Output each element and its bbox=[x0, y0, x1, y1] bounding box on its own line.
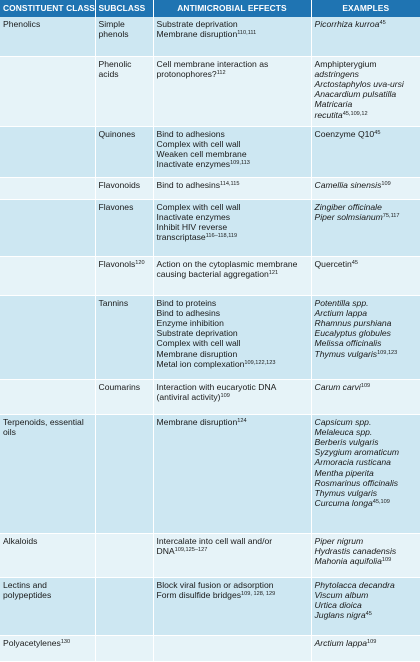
fx-line bbox=[157, 318, 308, 328]
fx-line bbox=[157, 392, 308, 402]
sub-line bbox=[99, 69, 150, 79]
ex-text: Anacardium pulsatilla bbox=[314, 89, 397, 100]
ex-text: Carum carvi bbox=[314, 381, 361, 392]
constituent-class-cell bbox=[0, 414, 95, 533]
sub-line bbox=[99, 382, 150, 392]
fx-line bbox=[157, 129, 308, 139]
subclass-cell bbox=[95, 199, 153, 256]
fx-line bbox=[157, 29, 308, 39]
cls-text: Alkaloids bbox=[3, 535, 38, 546]
constituent-class-cell bbox=[0, 199, 95, 256]
ex-line bbox=[315, 308, 418, 318]
ex-line bbox=[315, 638, 418, 648]
table-row bbox=[0, 577, 420, 635]
fx-text: transcriptase bbox=[156, 232, 206, 243]
antimicrobial-effects-cell bbox=[153, 577, 311, 635]
reference-superscript: 130 bbox=[60, 638, 71, 645]
sub-text: Tannins bbox=[98, 297, 129, 308]
constituent-class-cell bbox=[0, 533, 95, 577]
fx-line bbox=[157, 19, 308, 29]
sub-line bbox=[99, 259, 150, 269]
sub-line bbox=[99, 19, 150, 29]
fx-text: Cell membrane interaction as bbox=[156, 58, 269, 69]
reference-superscript: 45 bbox=[351, 259, 358, 266]
reference-superscript: 120 bbox=[135, 259, 145, 266]
cls-line bbox=[3, 638, 92, 648]
ex-text: Piper nigrum bbox=[314, 535, 364, 546]
reference-superscript: 109 bbox=[360, 382, 371, 389]
subclass-cell bbox=[95, 17, 153, 56]
table-row bbox=[0, 295, 420, 379]
reference-superscript: 109,122,123 bbox=[244, 359, 276, 366]
ex-text: Arctostaphylos uva-ursi bbox=[314, 78, 404, 89]
constituent-class-cell bbox=[0, 17, 95, 56]
constituent-class-cell bbox=[0, 577, 95, 635]
table-row bbox=[0, 177, 420, 199]
ex-text: Potentilla spp. bbox=[314, 297, 369, 308]
reference-superscript: 75,117 bbox=[382, 212, 400, 219]
examples-cell bbox=[311, 256, 420, 295]
ex-text: Thymus vulgaris bbox=[314, 487, 378, 498]
ex-line bbox=[315, 79, 418, 89]
reference-superscript: 45 bbox=[365, 611, 372, 618]
reference-superscript: 109, 128, 129 bbox=[241, 590, 276, 597]
sub-line bbox=[99, 298, 150, 308]
fx-text: Complex with cell wall bbox=[156, 201, 241, 212]
ex-line bbox=[315, 318, 418, 328]
sub-text: Flavonols bbox=[98, 258, 136, 269]
constituent-class-cell bbox=[0, 126, 95, 177]
ex-line bbox=[315, 478, 418, 488]
fx-text: Form disulfide bridges bbox=[156, 589, 242, 600]
fx-text: Bind to adhesins bbox=[156, 307, 221, 318]
reference-superscript: 109,125–127 bbox=[174, 546, 208, 553]
examples-cell bbox=[311, 533, 420, 577]
subclass-cell bbox=[95, 295, 153, 379]
fx-text: Membrane disruption bbox=[156, 348, 238, 359]
ex-text: Arctium lappa bbox=[314, 637, 368, 648]
fx-line bbox=[157, 328, 308, 338]
table-row bbox=[0, 126, 420, 177]
fx-text: causing bacterial aggregation bbox=[156, 268, 269, 279]
antimicrobial-effects-cell bbox=[153, 199, 311, 256]
ex-line bbox=[315, 212, 418, 222]
ex-text: Quercetin bbox=[314, 258, 352, 269]
reference-superscript: 112 bbox=[216, 69, 226, 76]
fx-line bbox=[157, 382, 308, 392]
header-constituent-class: CONSTITUENT CLASS bbox=[0, 0, 95, 17]
cls-line bbox=[3, 417, 92, 427]
examples-cell bbox=[311, 56, 420, 126]
sub-text: Quinones bbox=[98, 128, 136, 139]
fx-line bbox=[157, 338, 308, 348]
ex-line bbox=[315, 328, 418, 338]
ex-text: Picorrhiza kurroa bbox=[314, 19, 380, 29]
constituent-class-cell bbox=[0, 379, 95, 414]
antimicrobial-effects-cell bbox=[153, 256, 311, 295]
sub-line bbox=[99, 202, 150, 212]
ex-text: Rosmarinus officinalis bbox=[314, 477, 399, 488]
subclass-cell bbox=[95, 533, 153, 577]
fx-text: Enzyme inhibition bbox=[156, 317, 224, 328]
reference-superscript: 109 bbox=[381, 556, 392, 563]
sub-text: Simple bbox=[98, 19, 125, 29]
reference-superscript: 109 bbox=[220, 392, 230, 399]
fx-text: (antiviral activity) bbox=[156, 391, 221, 402]
ex-line bbox=[315, 180, 418, 190]
fx-line bbox=[157, 417, 308, 427]
subclass-cell bbox=[95, 577, 153, 635]
table-body bbox=[0, 17, 420, 661]
subclass-cell bbox=[95, 126, 153, 177]
table-row bbox=[0, 414, 420, 533]
fx-line bbox=[157, 202, 308, 212]
reference-superscript: 109,123 bbox=[377, 349, 398, 356]
ex-text: Viscum album bbox=[314, 589, 369, 600]
fx-line bbox=[157, 308, 308, 318]
fx-text: Inactivate enzymes bbox=[156, 211, 231, 222]
table-row bbox=[0, 635, 420, 661]
ex-line bbox=[315, 437, 418, 447]
examples-cell bbox=[311, 414, 420, 533]
ex-text: Matricaria bbox=[314, 99, 353, 110]
ex-line bbox=[315, 202, 418, 212]
constituent-class-cell bbox=[0, 256, 95, 295]
sub-line bbox=[99, 180, 150, 190]
ex-line bbox=[315, 447, 418, 457]
sub-text: phenols bbox=[98, 29, 129, 40]
subclass-cell bbox=[95, 635, 153, 661]
table-row bbox=[0, 256, 420, 295]
examples-cell bbox=[311, 635, 420, 661]
fx-text: Membrane disruption bbox=[156, 416, 238, 427]
reference-superscript: 109 bbox=[367, 638, 377, 645]
antimicrobial-effects-cell bbox=[153, 177, 311, 199]
reference-superscript: 45,109,12 bbox=[342, 110, 368, 117]
ex-line bbox=[315, 417, 418, 427]
header-antimicrobial-effects: ANTIMICROBIAL EFFECTS bbox=[153, 0, 311, 17]
antimicrobial-effects-cell bbox=[153, 533, 311, 577]
ex-text: Zingiber officinale bbox=[314, 201, 382, 212]
constituent-class-cell bbox=[0, 635, 95, 661]
reference-superscript: 110,111 bbox=[237, 30, 257, 37]
sub-text: Flavones bbox=[98, 201, 134, 212]
fx-text: Bind to adhesins bbox=[156, 179, 221, 190]
cls-text: Terpenoids, essential bbox=[3, 416, 84, 427]
ex-line bbox=[315, 99, 418, 109]
cls-line bbox=[3, 536, 92, 546]
antimicrobial-effects-cell bbox=[153, 17, 311, 56]
reference-superscript: 109 bbox=[381, 180, 391, 187]
antimicrobial-effects-cell bbox=[153, 414, 311, 533]
table-row bbox=[0, 533, 420, 577]
antimicrobial-effects-cell bbox=[153, 126, 311, 177]
fx-text: Metal ion complexation bbox=[156, 358, 245, 369]
reference-superscript: 121 bbox=[268, 269, 279, 276]
cls-line bbox=[3, 427, 92, 437]
ex-line bbox=[315, 536, 418, 546]
reference-superscript: 45 bbox=[379, 20, 386, 26]
constituent-class-cell bbox=[0, 295, 95, 379]
cls-text: Lectins and bbox=[3, 579, 47, 590]
reference-superscript: 114,115 bbox=[220, 180, 240, 187]
ex-line bbox=[315, 110, 418, 120]
fx-line bbox=[157, 232, 308, 242]
examples-cell bbox=[311, 199, 420, 256]
ex-line bbox=[315, 382, 418, 392]
ex-text: Piper solmsianum bbox=[314, 211, 383, 222]
fx-text: Block viral fusion or adsorption bbox=[156, 579, 274, 590]
fx-line bbox=[157, 212, 308, 222]
ex-text: Syzygium aromaticum bbox=[314, 447, 400, 458]
ex-text: Berberis vulgaris bbox=[314, 436, 379, 447]
ex-text: Capsicum spp. bbox=[314, 416, 372, 427]
sub-line bbox=[99, 29, 150, 39]
ex-text: recutita bbox=[314, 109, 343, 120]
examples-cell bbox=[311, 126, 420, 177]
sub-text: acids bbox=[98, 68, 119, 79]
antimicrobial-effects-cell bbox=[153, 295, 311, 379]
header-examples: EXAMPLES bbox=[311, 0, 420, 17]
cls-text: oils bbox=[3, 426, 16, 437]
ex-line bbox=[315, 610, 418, 620]
ex-line bbox=[315, 59, 418, 69]
ex-line bbox=[315, 468, 418, 478]
fx-text: Substrate deprivation bbox=[156, 19, 238, 29]
constituent-class-cell bbox=[0, 56, 95, 126]
fx-line bbox=[157, 149, 308, 159]
ex-text: Coenzyme Q10 bbox=[314, 128, 375, 139]
fx-text: Complex with cell wall bbox=[156, 338, 241, 349]
cls-text: Polyacetylenes bbox=[3, 637, 61, 648]
fx-line bbox=[157, 69, 308, 79]
sub-line bbox=[99, 59, 150, 69]
fx-text: Weaken cell membrane bbox=[156, 148, 247, 159]
fx-line bbox=[157, 546, 308, 556]
header-subclass: SUBCLASS bbox=[95, 0, 153, 17]
ex-text: Rhamnus purshiana bbox=[314, 317, 392, 328]
fx-text: Inactivate enzymes bbox=[156, 159, 231, 170]
constituent-class-cell bbox=[0, 177, 95, 199]
examples-cell bbox=[311, 295, 420, 379]
fx-line bbox=[157, 159, 308, 169]
fx-line bbox=[157, 359, 308, 369]
cls-line bbox=[3, 19, 92, 29]
ex-text: Hydrastis canadensis bbox=[314, 545, 397, 556]
fx-line bbox=[157, 259, 308, 269]
fx-text: Interaction with eucaryotic DNA bbox=[156, 381, 277, 392]
ex-line bbox=[315, 498, 418, 508]
reference-superscript: 45,109 bbox=[372, 499, 390, 506]
ex-text: Melissa officinalis bbox=[314, 338, 382, 349]
ex-text: Mahonia aquifolia bbox=[314, 555, 382, 566]
ex-line bbox=[315, 19, 418, 29]
ex-text: Eucalyptus globules bbox=[314, 328, 391, 339]
ex-text: Thymus vulgaris bbox=[314, 348, 378, 359]
table-row bbox=[0, 17, 420, 56]
antimicrobial-effects-cell bbox=[153, 379, 311, 414]
fx-line bbox=[157, 298, 308, 308]
ex-text: Armoracia rusticana bbox=[314, 457, 391, 468]
fx-line bbox=[157, 59, 308, 69]
ex-line bbox=[315, 546, 418, 556]
fx-text: DNA bbox=[156, 545, 175, 556]
fx-line bbox=[157, 222, 308, 232]
fx-line bbox=[157, 580, 308, 590]
sub-text: Coumarins bbox=[98, 381, 141, 392]
ex-text: Melaleuca spp. bbox=[314, 426, 373, 437]
fx-text: Bind to proteins bbox=[156, 297, 217, 308]
ex-text: Mentha piperita bbox=[314, 467, 374, 478]
table-row bbox=[0, 199, 420, 256]
cls-text: polypeptides bbox=[3, 589, 52, 600]
ex-text: Amphipterygium bbox=[314, 58, 377, 69]
table-row bbox=[0, 379, 420, 414]
table-header bbox=[0, 0, 420, 17]
ex-line bbox=[315, 427, 418, 437]
ex-text: Juglans nigra bbox=[314, 610, 366, 621]
fx-text: Complex with cell wall bbox=[156, 138, 241, 149]
ex-line bbox=[315, 600, 418, 610]
reference-superscript: 116–118,119 bbox=[205, 233, 238, 240]
fx-line bbox=[157, 536, 308, 546]
fx-line bbox=[157, 269, 308, 279]
ex-text: Phytolacca decandra bbox=[314, 579, 395, 590]
examples-cell bbox=[311, 379, 420, 414]
ex-line bbox=[315, 89, 418, 99]
fx-text: Intercalate into cell wall and/or bbox=[156, 535, 273, 546]
fx-text: Substrate deprivation bbox=[156, 328, 238, 339]
subclass-cell bbox=[95, 56, 153, 126]
ex-line bbox=[315, 69, 418, 79]
ex-line bbox=[315, 259, 418, 269]
reference-superscript: 45 bbox=[374, 129, 381, 136]
fx-text: Action on the cytoplasmic membrane bbox=[156, 258, 298, 269]
sub-text: Phenolic bbox=[98, 58, 132, 69]
ex-text: adstringens bbox=[314, 68, 359, 79]
sub-text: Flavonoids bbox=[98, 179, 141, 190]
ex-line bbox=[315, 298, 418, 308]
ex-line bbox=[315, 349, 418, 359]
ex-line bbox=[315, 488, 418, 498]
table-row bbox=[0, 56, 420, 126]
examples-cell bbox=[311, 177, 420, 199]
cls-text: Phenolics bbox=[3, 19, 41, 29]
subclass-cell bbox=[95, 256, 153, 295]
ex-line bbox=[315, 590, 418, 600]
subclass-cell bbox=[95, 414, 153, 533]
ex-line bbox=[315, 580, 418, 590]
ex-line bbox=[315, 457, 418, 467]
fx-text: protonophores? bbox=[156, 68, 217, 79]
fx-line bbox=[157, 349, 308, 359]
sub-line bbox=[99, 129, 150, 139]
antimicrobial-effects-cell bbox=[153, 56, 311, 126]
ex-line bbox=[315, 129, 418, 139]
fx-text: Membrane disruption bbox=[156, 29, 238, 40]
reference-superscript: 124 bbox=[237, 417, 247, 424]
fx-line bbox=[157, 590, 308, 600]
ex-line bbox=[315, 338, 418, 348]
cls-line bbox=[3, 590, 92, 600]
ex-line bbox=[315, 556, 418, 566]
ex-text: Urtica dioica bbox=[314, 599, 362, 610]
subclass-cell bbox=[95, 177, 153, 199]
antimicrobial-effects-cell bbox=[153, 635, 311, 661]
fx-line bbox=[157, 139, 308, 149]
ex-text: Arctium lappa bbox=[314, 307, 368, 318]
examples-cell bbox=[311, 577, 420, 635]
subclass-cell bbox=[95, 379, 153, 414]
examples-cell bbox=[311, 17, 420, 56]
ex-text: Camellia sinensis bbox=[314, 179, 382, 190]
ex-text: Curcuma longa bbox=[314, 498, 373, 509]
reference-superscript: 109,113 bbox=[230, 160, 250, 167]
fx-text: Bind to adhesions bbox=[156, 128, 225, 139]
fx-line bbox=[157, 180, 308, 190]
fx-text: Inhibit HIV reverse bbox=[156, 221, 228, 232]
cls-line bbox=[3, 580, 92, 590]
